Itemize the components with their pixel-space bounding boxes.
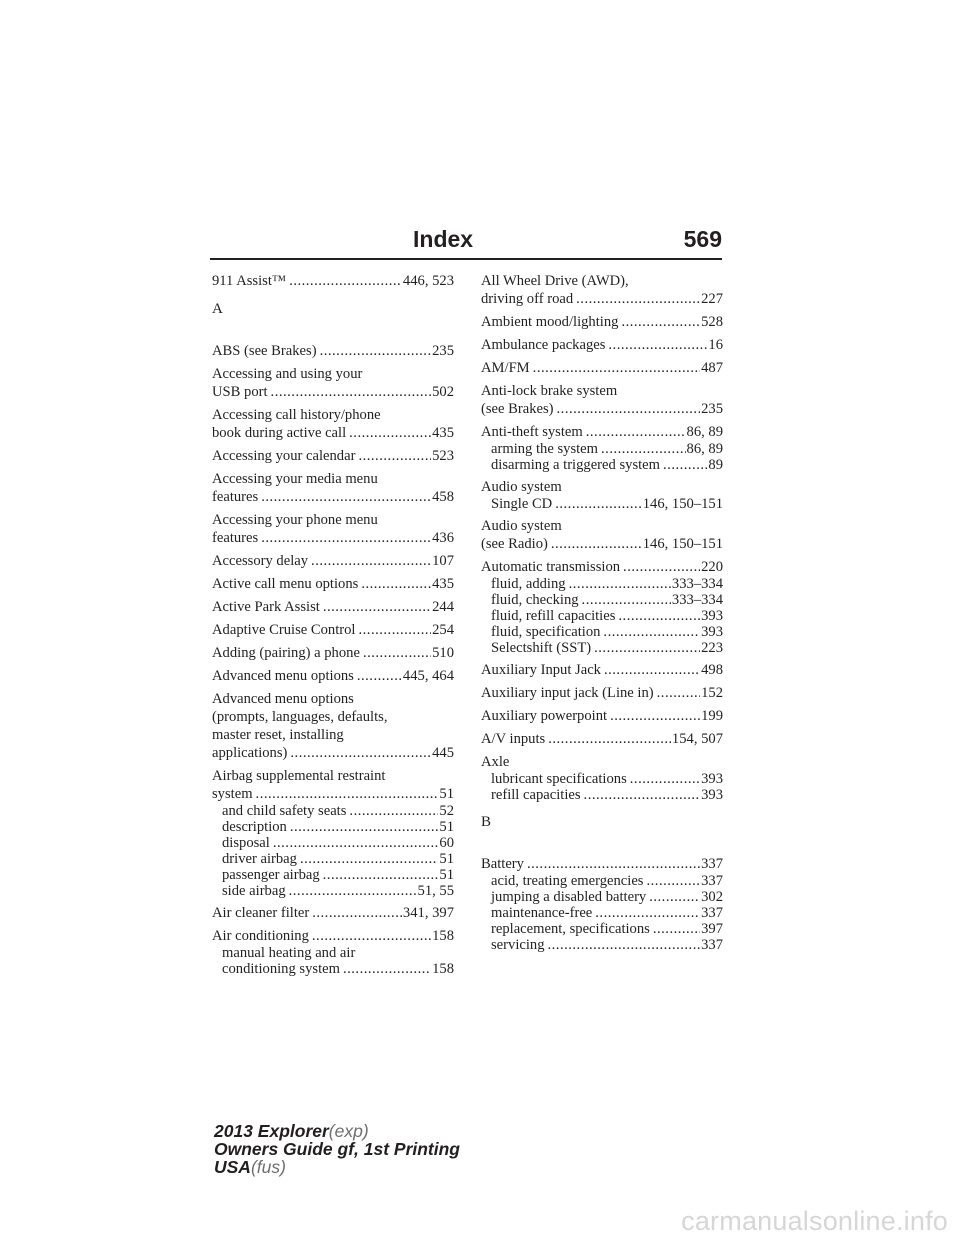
index-subentry [481,441,723,457]
page-reference[interactable]: 227 [701,291,723,307]
index-entry-line [212,424,454,442]
index-term: description [222,819,287,835]
dot-leader [569,576,671,592]
page-reference[interactable]: 446, 523 [402,273,454,289]
page-reference[interactable]: 60 [439,835,454,851]
index-term: (see Radio) [481,536,548,552]
index-term: Axle [481,754,510,770]
section-title: Index [413,226,474,252]
dot-leader [653,921,700,937]
page-reference[interactable]: 302 [701,889,723,905]
page-reference[interactable]: 146, 150–151 [642,536,723,552]
dot-leader [557,400,701,418]
index-term: Accessing and using your [212,366,363,382]
index-entry-line [481,558,723,576]
index-term: manual heating and air [222,945,356,961]
dot-leader [604,661,700,679]
index-entry [212,904,454,922]
index-entry [212,365,454,401]
page-reference[interactable]: 244 [432,599,454,615]
index-term: Advanced menu options [212,691,354,707]
index-term: Auxiliary Input Jack [481,662,601,678]
index-entry [212,667,454,685]
page-reference[interactable]: 445, 464 [402,668,454,684]
index-entry-line [212,365,454,383]
index-entry-line [212,447,454,465]
dot-leader [630,771,700,787]
index-entry-line [212,644,454,662]
index-entry [481,478,723,512]
page-reference[interactable]: 502 [432,384,454,400]
page-reference[interactable]: 435 [432,576,454,592]
index-entry-line [212,575,454,593]
dot-leader [358,447,431,465]
index-term: features [212,530,259,546]
footer-market-code: (fus) [250,1157,286,1177]
dot-leader [323,598,431,616]
dot-leader [548,937,701,953]
page-reference[interactable]: 498 [701,662,723,678]
index-subentry [212,867,454,883]
index-term: replacement, specifications [491,921,650,937]
page-reference[interactable]: 86, 89 [686,424,723,440]
index-term: AM/FM [481,360,530,376]
index-entry-line [212,690,454,708]
page-reference[interactable]: 51 [439,867,454,883]
index-entry [212,447,454,465]
page-reference[interactable]: 199 [701,708,723,724]
index-entry-line [212,667,454,685]
index-entry-line [481,707,723,725]
index-term: fluid, refill capacities [491,608,616,624]
index-term: USB port [212,384,268,400]
index-entry-line [212,488,454,506]
index-entry-line [212,904,454,922]
dot-leader [273,835,439,851]
index-term: Anti-lock brake system [481,383,618,399]
index-entry [212,406,454,442]
index-subentry [481,787,723,803]
page-reference[interactable]: 235 [432,343,454,359]
index-term: passenger airbag [222,867,320,883]
index-entry-line [212,470,454,488]
index-entry [212,767,454,899]
index-term: and child safety seats [222,803,347,819]
index-entry [212,511,454,547]
index-term: Audio system [481,479,562,495]
index-entry-line [481,336,723,354]
index-term: Auxiliary powerpoint [481,708,608,724]
index-subentry [481,608,723,624]
page-reference[interactable]: 333–334 [671,576,723,592]
page-reference[interactable]: 158 [432,961,454,977]
dot-leader [548,730,671,748]
index-term: jumping a disabled battery [491,889,647,905]
page-reference[interactable]: 523 [432,448,454,464]
dot-leader [601,441,686,457]
index-term: Automatic transmission [481,559,621,575]
index-letter-heading: B [481,814,492,830]
dot-leader [595,905,700,921]
index-term: features [212,489,259,505]
dot-leader [261,488,431,506]
index-entry-line [212,598,454,616]
index-entry-line [212,272,454,290]
index-term: Ambient mood/lighting [481,314,619,330]
dot-leader [582,592,671,608]
page-header [210,226,722,262]
index-entry [481,336,723,354]
dot-leader [608,336,707,354]
index-term: lubricant specifications [491,771,627,787]
index-entry-line [212,767,454,785]
dot-leader [311,552,431,570]
index-entry-line [481,517,723,535]
header-rule [210,258,722,260]
page-reference[interactable]: 86, 89 [686,441,723,457]
index-term: Air cleaner filter [212,905,310,921]
page-reference[interactable]: 487 [701,360,723,376]
dot-leader [663,457,707,473]
index-term: fluid, adding [491,576,566,592]
dot-leader [594,640,700,656]
index-entry [212,575,454,593]
index-subentry [212,803,454,819]
dot-leader [603,624,700,640]
index-term: Anti-theft system [481,424,583,440]
index-letter-heading: A [212,301,223,317]
index-entry-line [212,552,454,570]
index-entry [481,661,723,679]
page-reference[interactable]: 51, 55 [417,883,454,899]
dot-leader [323,867,439,883]
index-entry [212,342,454,360]
index-term: fluid, checking [491,592,579,608]
index-term: fluid, specification [491,624,601,640]
dot-leader [533,359,700,377]
index-term: disarming a triggered system [491,457,661,473]
index-column-left [212,272,454,982]
index-entry [481,382,723,418]
index-entry-line [481,478,723,496]
index-term: disposal [222,835,270,851]
index-entry-line [481,382,723,400]
footer-market: USA [214,1157,251,1177]
page-reference[interactable]: 16 [708,337,723,353]
page-reference[interactable]: 146, 150–151 [642,496,723,512]
dot-leader [289,272,402,290]
index-entry [481,359,723,377]
page-reference[interactable]: 528 [701,314,723,330]
dot-leader [349,803,438,819]
index-entry [212,552,454,570]
index-subentry [212,961,454,977]
index-term: driving off road [481,291,574,307]
dot-leader [312,927,431,945]
index-subentry [481,921,723,937]
index-subentry [212,883,454,899]
index-entry-line [212,529,454,547]
dot-leader [359,621,432,639]
page-reference[interactable]: 51 [439,786,454,802]
index-subentry [212,819,454,835]
index-term: Accessing your phone menu [212,512,378,528]
page-reference[interactable]: 397 [701,921,723,937]
index-term: A/V inputs [481,731,546,747]
index-subentry [481,640,723,656]
page-reference[interactable]: 436 [432,530,454,546]
index-term: master reset, installing [212,727,344,743]
index-entry-line [212,785,454,803]
dot-leader [618,608,700,624]
index-term: arming the system [491,441,599,457]
page-reference[interactable]: 393 [701,787,723,803]
dot-leader [621,313,700,331]
index-entry [481,313,723,331]
index-entry-line [212,342,454,360]
index-entry [212,927,454,977]
index-column-right [481,272,723,958]
page-reference[interactable]: 341, 397 [402,905,454,921]
index-term: applications) [212,745,288,761]
index-entry-line [212,621,454,639]
dot-leader [290,744,431,762]
dot-leader [555,496,642,512]
index-term: Advanced menu options [212,668,354,684]
page-reference[interactable]: 435 [432,425,454,441]
index-entry-line [481,661,723,679]
index-subentry [481,889,723,905]
index-subentry [212,835,454,851]
dot-leader [300,851,438,867]
index-entry [481,684,723,702]
index-subentry [481,576,723,592]
index-entry [481,423,723,473]
page-reference[interactable]: 107 [432,553,454,569]
index-entry-line [212,383,454,401]
footer-model-code: (exp) [328,1121,369,1141]
dot-leader [357,667,402,685]
index-term: Active Park Assist [212,599,320,615]
index-entry-line [481,730,723,748]
index-entry-line [212,511,454,529]
index-entry-line [481,535,723,553]
index-entry [212,644,454,662]
page-reference[interactable]: 158 [432,928,454,944]
index-entry-line [481,359,723,377]
page-reference[interactable]: 393 [701,608,723,624]
page-reference[interactable]: 220 [701,559,723,575]
dot-leader [290,819,439,835]
index-entry-line [481,400,723,418]
page-reference[interactable]: 393 [701,771,723,787]
index-entry-line [212,744,454,762]
dot-leader [361,575,431,593]
page-reference[interactable]: 337 [701,873,723,889]
index-term: driver airbag [222,851,297,867]
index-entry [212,470,454,506]
dot-leader [649,889,700,905]
index-entry [481,753,723,803]
index-entry [481,558,723,656]
index-entry [481,855,723,953]
index-entry [212,272,454,290]
dot-leader [271,383,432,401]
dot-leader [584,787,701,803]
index-subentry [481,771,723,787]
dot-leader [586,423,686,441]
dot-leader [610,707,700,725]
index-subentry [481,496,723,512]
index-subentry [212,851,454,867]
index-entry-line [212,406,454,424]
footer [214,1122,460,1176]
page-reference[interactable]: 152 [701,685,723,701]
page-reference[interactable]: 154, 507 [671,731,723,747]
index-entry [481,730,723,748]
index-term: book during active call [212,425,347,441]
page-reference[interactable]: 235 [701,401,723,417]
index-entry [481,272,723,308]
index-term: refill capacities [491,787,581,803]
index-term: Active call menu options [212,576,359,592]
dot-leader [343,961,431,977]
page-number: 569 [683,226,722,252]
index-term: 911 Assist™ [212,273,287,289]
index-entry-line [481,272,723,290]
index-entry [212,598,454,616]
dot-leader [647,873,701,889]
index-term: Auxiliary input jack (Line in) [481,685,654,701]
index-term: ABS (see Brakes) [212,343,317,359]
index-entry-line [212,927,454,945]
index-term: Accessing call history/phone [212,407,381,423]
page-reference[interactable]: 51 [439,851,454,867]
index-term: Accessing your calendar [212,448,356,464]
dot-leader [261,529,431,547]
dot-leader [320,342,432,360]
dot-leader [363,644,431,662]
index-subentry [212,945,454,961]
index-subentry [481,905,723,921]
index-entry [481,707,723,725]
dot-leader [289,883,417,899]
index-term: acid, treating emergencies [491,873,644,889]
page-reference[interactable]: 337 [701,905,723,921]
index-entry-line [481,753,723,771]
index-entry-line [212,708,454,726]
index-entry [481,517,723,553]
index-term: Adding (pairing) a phone [212,645,360,661]
index-term: Battery [481,856,524,872]
page-reference[interactable]: 337 [701,856,723,872]
index-entry-line [481,423,723,441]
index-term: Accessing your media menu [212,471,378,487]
index-term: side airbag [222,883,286,899]
dot-leader [527,855,700,873]
page-reference[interactable]: 254 [432,622,454,638]
index-term: Adaptive Cruise Control [212,622,356,638]
index-term: Airbag supplemental restraint [212,768,386,784]
dot-leader [312,904,402,922]
index-term: system [212,786,253,802]
index-subentry [481,937,723,953]
index-term: Single CD [491,496,553,512]
index-entry-line [481,855,723,873]
index-entry-line [481,313,723,331]
index-term: Selectshift (SST) [491,640,592,656]
index-term: conditioning system [222,961,340,977]
footer-guide: Owners Guide gf, 1st Printing [214,1139,460,1159]
page-reference[interactable]: 89 [708,457,723,473]
index-entry [212,690,454,762]
page-reference[interactable]: 445 [432,745,454,761]
index-term: Audio system [481,518,562,534]
index-term: (prompts, languages, defaults, [212,709,388,725]
watermark: carmanualsonline.info [681,1206,948,1236]
index-term: All Wheel Drive (AWD), [481,273,629,289]
dot-leader [623,558,700,576]
index-subentry [481,592,723,608]
page-reference[interactable]: 223 [701,640,723,656]
dot-leader [551,535,642,553]
index-term: (see Brakes) [481,401,554,417]
dot-leader [576,290,700,308]
page-reference[interactable]: 393 [701,624,723,640]
page-reference[interactable]: 51 [439,819,454,835]
dot-leader [349,424,431,442]
footer-model: 2013 Explorer [214,1121,329,1141]
page-reference[interactable]: 510 [432,645,454,661]
index-term: Accessory delay [212,553,309,569]
page-reference[interactable]: 458 [432,489,454,505]
page-reference[interactable]: 52 [439,803,454,819]
index-term: servicing [491,937,545,953]
page-reference[interactable]: 333–334 [671,592,723,608]
index-entry-line [481,684,723,702]
index-subentry [481,624,723,640]
index-term: Air conditioning [212,928,309,944]
page-reference[interactable]: 337 [701,937,723,953]
index-term: maintenance-free [491,905,593,921]
index-subentry [481,457,723,473]
index-entry [212,621,454,639]
index-term: Ambulance packages [481,337,606,353]
dot-leader [657,684,700,702]
index-entry-line [481,290,723,308]
index-subentry [481,873,723,889]
index-entry-line [212,726,454,744]
dot-leader [256,785,439,803]
